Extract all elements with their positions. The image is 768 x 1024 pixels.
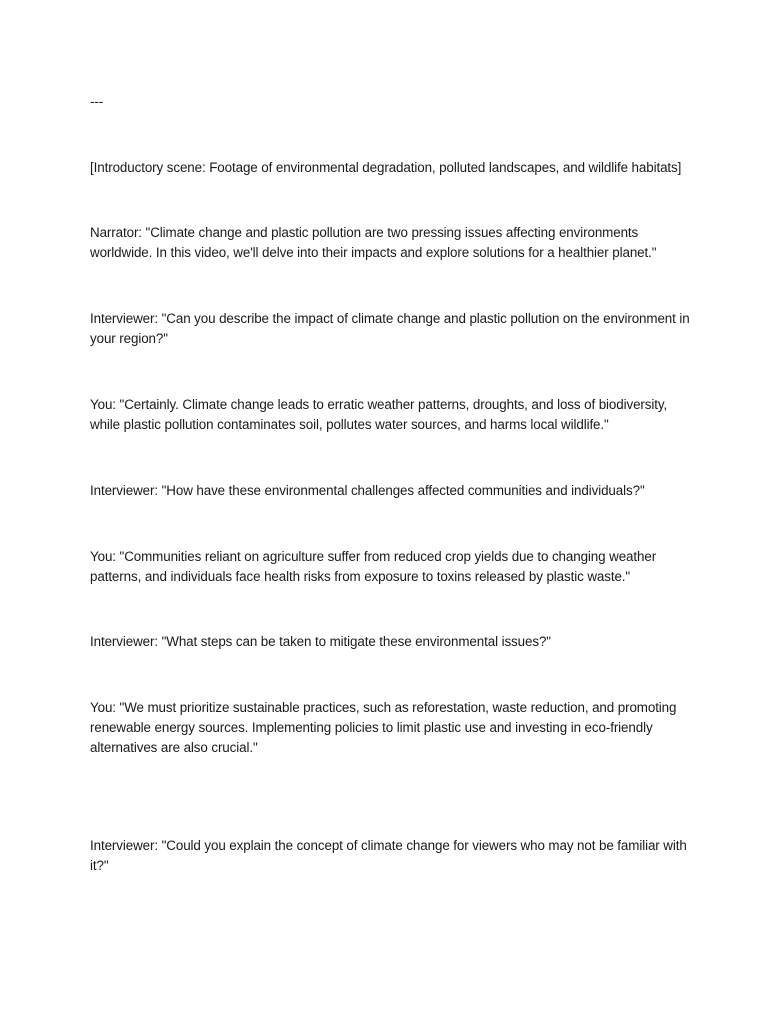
interviewer-line: Interviewer: "Could you explain the concept of climate change for viewers who may not be familiar with it?": [90, 838, 687, 873]
interviewer-line: Interviewer: "What steps can be taken to mitigate these environmental issues?": [90, 634, 551, 649]
response-line: You: "Certainly. Climate change leads to erratic weather patterns, droughts, and loss of biodiversity, while plastic pollution contaminates soil, pollutes water sources, and harms local wildlife.": [90, 397, 668, 432]
narrator-line: Narrator: "Climate change and plastic pollution are two pressing issues affecting environments worldwide. In this video, we'll delve into their impacts and explore solutions for a healthier planet.": [90, 225, 657, 260]
interviewer-line: Interviewer: "Can you describe the impact of climate change and plastic pollution on the environment in your region?": [90, 311, 690, 346]
response-line: You: "Communities reliant on agriculture suffer from reduced crop yields due to changing weather patterns, and individuals face health risks from exposure to toxins released by plastic waste.": [90, 549, 657, 584]
separator-line: ---: [90, 94, 104, 109]
scene-direction: [Introductory scene: Footage of environmental degradation, polluted landscapes, and wildlife habitats]: [90, 160, 682, 175]
interviewer-line: Interviewer: "How have these environmental challenges affected communities and individuals?": [90, 483, 645, 498]
response-line: You: "We must prioritize sustainable practices, such as reforestation, waste reduction, and promoting renewable energy sources. Implementing policies to limit plastic use and investing in eco-friendly alternatives are also crucial.": [90, 700, 677, 755]
